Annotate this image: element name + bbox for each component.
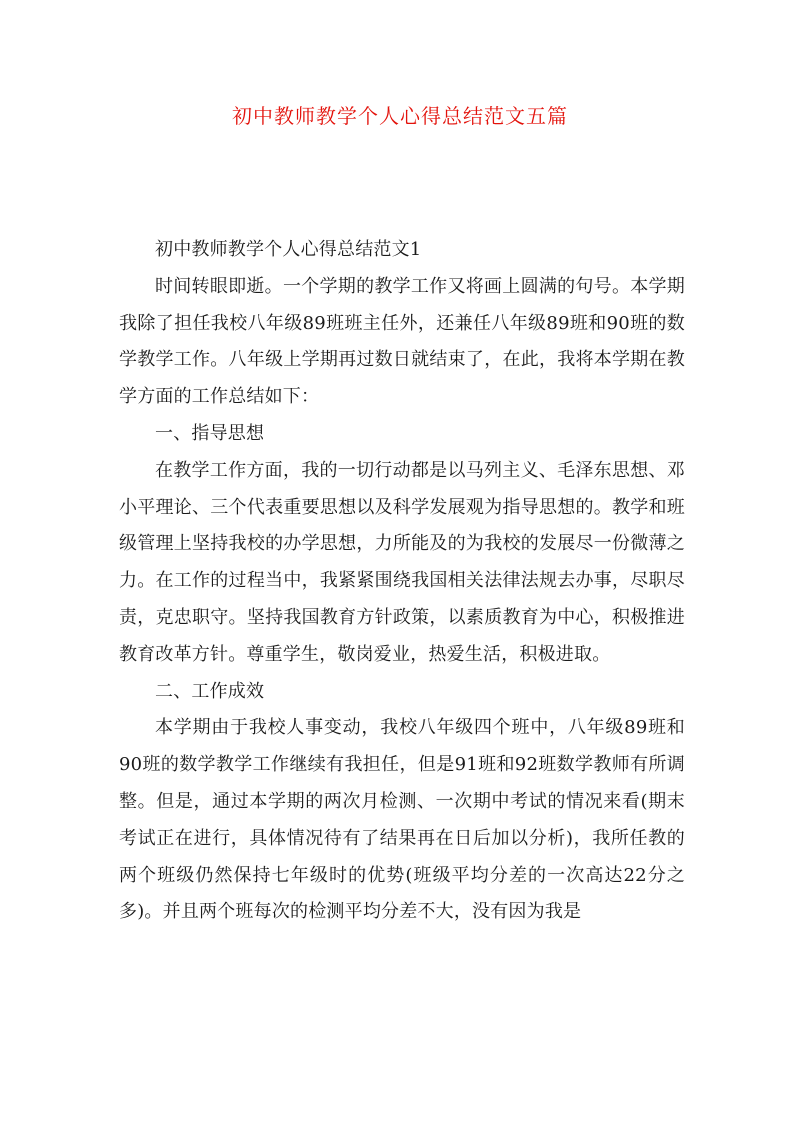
paragraph: 在教学工作方面，我的一切行动都是以马列主义、毛泽东思想、邓小平理论、三个代表重要思想以及科学发展观为指导思想的。教学和班级管理上坚持我校的办学思想，力所能及的为我校的发展尽一份微薄之力。在工作的过程当中，我紧紧围绕我国相关法律法规去办事，尽职尽责，克忠职守。坚持我国教育方针政策，以素质教育为中心，积极推进教育改革方针。尊重学生，敬岗爱业，热爱生活，积极进取。 [119, 459, 685, 665]
paragraph: 本学期由于我校人事变动，我校八年级四个班中，八年级89班和90班的数学教学工作继续有我担任，但是91班和92班数学教师有所调整。但是，通过本学期的两次月检测、一次期中考试的情况来看(期末考试正在进行，具体情况待有了结果再在日后加以分析)，我所任教的两个班级仍然保持七年级时的优势(班级平均分差的一次高达22分之多)。并且两个班每次的检测平均分差不大，没有因为我是 [119, 717, 685, 923]
document-body [119, 232, 685, 931]
document-title: 初中教师教学个人心得总结范文五篇 [232, 104, 568, 128]
paragraph: 时间转眼即逝。一个学期的教学工作又将画上圆满的句号。本学期我除了担任我校八年级89班班主任外，还兼任八年级89班和90班的数学教学工作。八年级上学期再过数日就结束了，在此，我将本学期在教学方面的工作总结如下： [119, 275, 685, 408]
section-heading: 初中教师教学个人心得总结范文1 [155, 239, 422, 260]
subheading: 二、工作成效 [155, 680, 265, 702]
subheading: 一、指导思想 [155, 422, 265, 444]
